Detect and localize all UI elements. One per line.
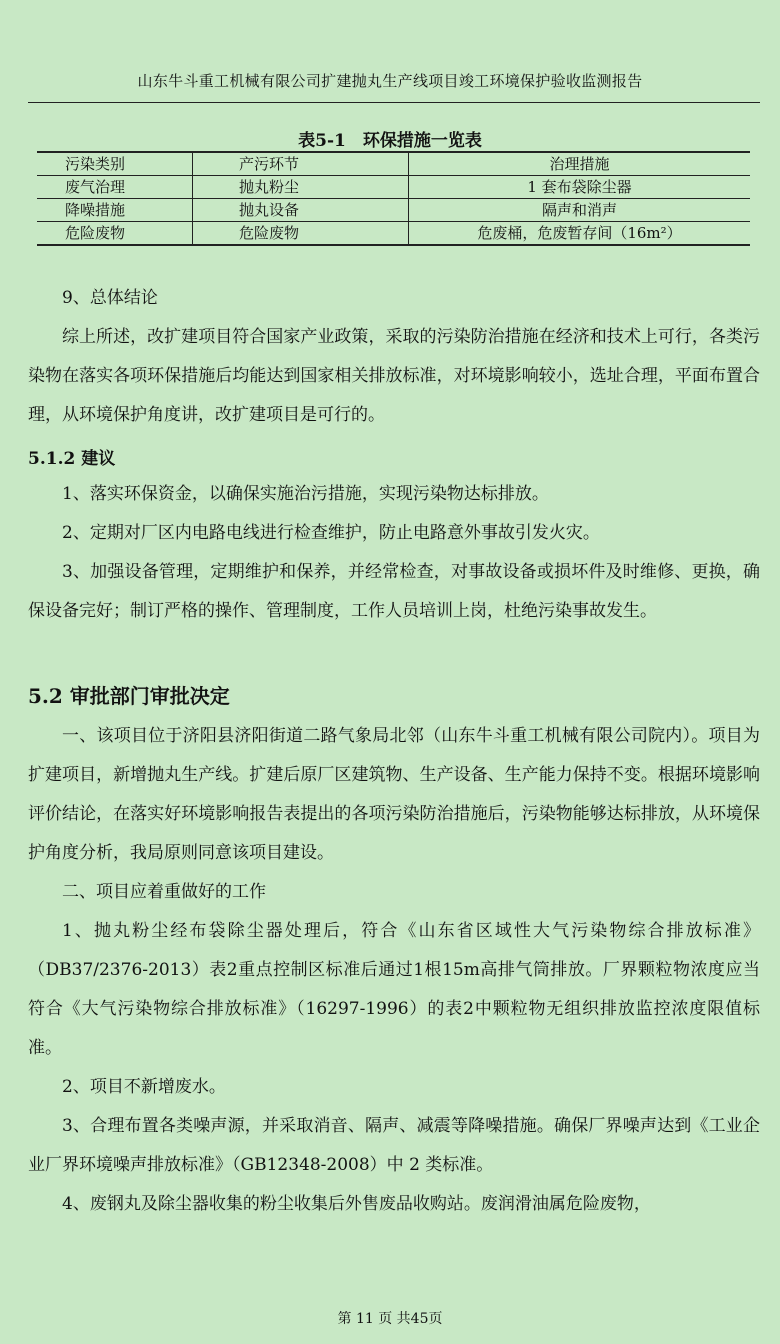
document-header: 山东牛斗重工机械有限公司扩建抛丸生产线项目竣工环境保护验收监测报告 <box>137 72 643 90</box>
suggestions-list <box>28 475 760 631</box>
page-number: 第 11 页 共45页 <box>337 1311 443 1327</box>
conclusion-paragraph: 综上所述，改扩建项目符合国家产业政策，采取的污染防治措施在经济和技术上可行，各类污染物在落实各项环保措施后均能达到国家相关排放标准，对环境影响较小，选址合理，平面布置合理，从环境保护角度讲，改扩建项目是可行的。 <box>28 327 760 425</box>
approval-paragraph: 4、废钢丸及除尘器收集的粉尘收集后外售废品收购站。废润滑油属危险废物， <box>62 1194 651 1214</box>
table-cell: 废气治理 <box>37 176 193 199</box>
table-header-row <box>37 152 750 176</box>
environmental-measures-table <box>37 151 750 246</box>
approval-paragraph: 2、项目不新增废水。 <box>62 1077 226 1097</box>
conclusion-heading: 9、总体结论 <box>62 288 158 308</box>
section-heading-suggestions: 5.1.2 建议 <box>28 449 116 469</box>
table-cell: 降噪措施 <box>37 199 193 222</box>
approval-paragraph: 3、合理布置各类噪声源，并采取消音、隔声、减震等降噪措施。确保厂界噪声达到《工业企业厂界环境噪声排放标准》（GB12348-2008）中 2 类标准。 <box>28 1116 760 1175</box>
list-item: 3、加强设备管理，定期维护和保养，并经常检查，对事故设备或损坏件及时维修、更换，确保设备完好；制订严格的操作、管理制度，工作人员培训上岗，杜绝污染事故发生。 <box>28 562 760 621</box>
table-row <box>37 222 750 246</box>
approval-subheading: 二、项目应着重做好的工作 <box>62 882 266 902</box>
table-cell: 抛丸粉尘 <box>193 176 409 199</box>
column-header: 治理措施 <box>409 152 751 176</box>
approval-section <box>28 717 760 1224</box>
table-cell: 1 套布袋除尘器 <box>409 176 751 199</box>
table-title: 表5-1 环保措施一览表 <box>298 131 482 151</box>
list-item: 1、落实环保资金，以确保实施治污措施，实现污染物达标排放。 <box>62 484 549 504</box>
table-row <box>37 199 750 222</box>
table-row <box>37 176 750 199</box>
table-cell: 抛丸设备 <box>193 199 409 222</box>
table-cell: 危废桶，危废暂存间（16m²） <box>409 222 751 246</box>
table-cell: 危险废物 <box>37 222 193 246</box>
column-header: 产污环节 <box>193 152 409 176</box>
list-item: 2、定期对厂区内电路电线进行检查维护，防止电路意外事故引发火灾。 <box>62 523 600 543</box>
conclusion-section <box>28 279 760 435</box>
approval-paragraph: 1、抛丸粉尘经布袋除尘器处理后，符合《山东省区域性大气污染物综合排放标准》（DB37/2376-2013）表2重点控制区标准后通过1根15m高排气筒排放。厂界颗粒物浓度应当符合《大气污染物综合排放标准》（16297-1996）的表2中颗粒物无组织排放监控浓度限值标准。 <box>28 921 760 1058</box>
approval-paragraph: 一、该项目位于济阳县济阳街道二路气象局北邻（山东牛斗重工机械有限公司院内）。项目为扩建项目，新增抛丸生产线。扩建后原厂区建筑物、生产设备、生产能力保持不变。根据环境影响评价结论，在落实好环境影响报告表提出的各项污染防治措施后，污染物能够达标排放，从环境保护角度分析，我局原则同意该项目建设。 <box>28 726 760 863</box>
section-heading-approval: 5.2 审批部门审批决定 <box>28 684 230 708</box>
table-cell: 隔声和消声 <box>409 199 751 222</box>
table-cell: 危险废物 <box>193 222 409 246</box>
column-header: 污染类别 <box>37 152 193 176</box>
header-divider <box>28 102 760 103</box>
